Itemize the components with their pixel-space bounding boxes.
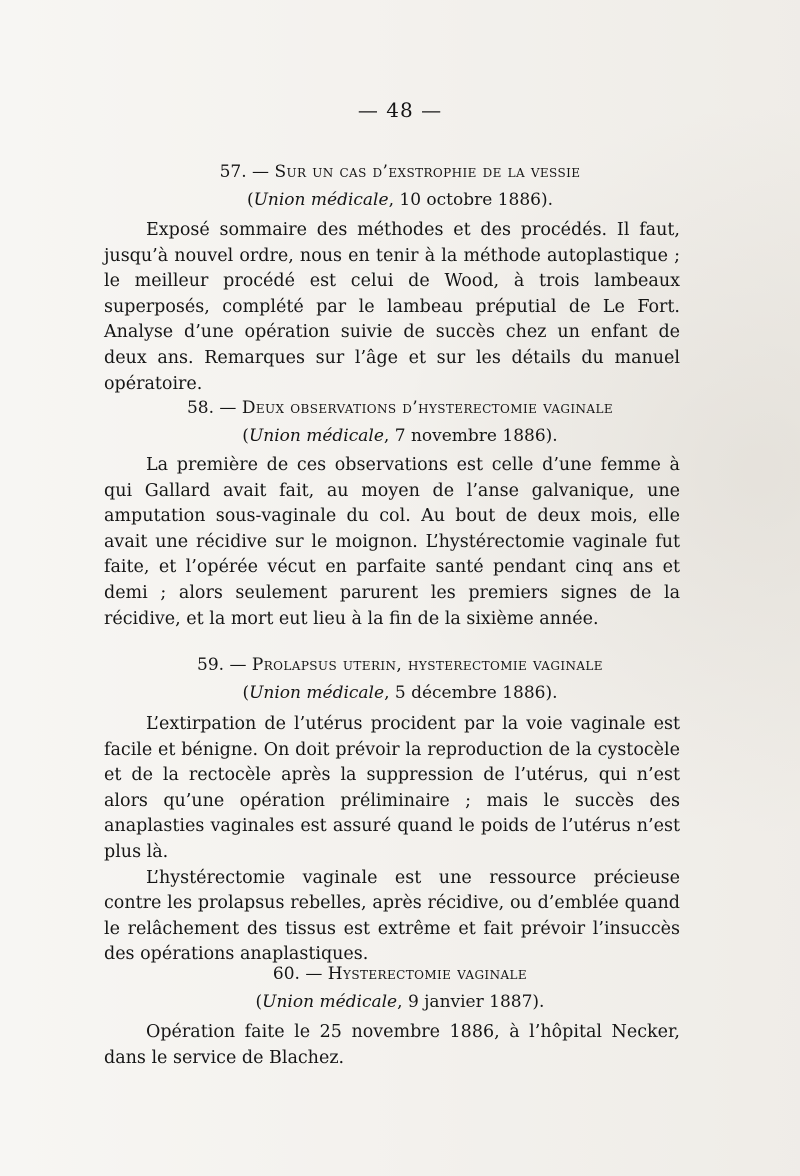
entry-heading <box>0 394 800 450</box>
entry-title: Deux observations d’hysterectomie vaginale <box>241 398 614 418</box>
entry-heading <box>0 651 800 707</box>
entry-dash: — <box>305 964 323 984</box>
entry-date: 7 novembre 1886 <box>394 426 546 446</box>
entry-paragraph: Exposé sommaire des méthodes et des procédés. Il faut, jusqu’à nouvel ordre, nous en tenir à la méthode autoplastique ; le meilleur procédé est celui de Wood, à trois lambeaux superposés, complété par le lambeau préputial de Le Fort. Analyse d’une opération suivie de succès chez un enfant de deux ans. Remarques sur l’âge et sur les détails du manuel opératoire. <box>104 220 680 394</box>
entry-paragraph: L’hystérectomie vaginale est une ressource précieuse contre les prolapsus rebelles, après récidive, ou d’emblée quand le relâchement des tissus est extrême et fait prévoir l’insuccès des opérations anaplastiques. <box>104 867 680 965</box>
entry-citation: (Union médicale, 10 octobre 1886). <box>246 190 554 210</box>
entry-title: Sur un cas d’exstrophie de la vessie <box>274 162 581 182</box>
entry-number: 60. <box>272 964 300 984</box>
entry-dash: — <box>219 398 237 418</box>
entry-date: 5 décembre 1886 <box>394 683 546 703</box>
entry-journal: Union médicale <box>248 426 384 446</box>
entry-body <box>104 453 680 632</box>
entry-citation: (Union médicale, 7 novembre 1886). <box>242 426 558 446</box>
entry-heading <box>0 158 800 214</box>
entry-journal: Union médicale <box>262 992 398 1012</box>
entry-dash: — <box>252 162 270 182</box>
entry-number: 58. <box>186 398 214 418</box>
entry-number: 57. <box>219 162 247 182</box>
entry-paragraph: L’extirpation de l’utérus procident par la voie vaginale est facile et bénigne. On doit prévoir la reproduction de la cystocèle et de la rectocèle après la suppression de l’utérus, qui n’est alors qu’une opération préliminaire ; mais le succès des anaplasties vaginales est assuré quand le poids de l’utérus n’est plus là. <box>104 714 680 862</box>
entry-title: Hysterectomie vaginale <box>327 964 528 984</box>
entry-journal: Union médicale <box>249 683 385 703</box>
entry-title: Prolapsus uterin, hysterectomie vaginale <box>251 655 603 675</box>
entry-heading <box>0 960 800 1016</box>
entry-citation: (Union médicale, 9 janvier 1887). <box>255 992 545 1012</box>
entry-dash: — <box>229 655 247 675</box>
entry-body <box>104 218 680 397</box>
entry-date: 10 octobre 1886 <box>399 190 541 210</box>
page-number: — 48 — <box>357 98 443 122</box>
entry-body <box>104 1020 680 1071</box>
entry-journal: Union médicale <box>253 190 389 210</box>
entry-paragraph: Opération faite le 25 novembre 1886, à l’hôpital Necker, dans le service de Blachez. <box>104 1022 680 1068</box>
entry-title-line <box>0 960 800 988</box>
entry-number: 59. <box>197 655 225 675</box>
entry-paragraph: La première de ces observations est celle d’une femme à qui Gallard avait fait, au moyen de l’anse galvanique, une amputation sous-vaginale du col. Au bout de deux mois, elle avait une récidive sur le moignon. L’hystérectomie vaginale fut faite, et l’opérée vécut en parfaite santé pendant cinq ans et demi ; alors seulement parurent les premiers signes de la récidive, et la mort eut lieu à la fin de la sixième année. <box>104 455 680 629</box>
entry-citation: (Union médicale, 5 décembre 1886). <box>242 683 558 703</box>
entry-date: 9 janvier 1887 <box>407 992 533 1012</box>
entry-title-line <box>0 651 800 679</box>
entry-title-line <box>0 158 800 186</box>
entry-title-line <box>0 394 800 422</box>
entry-body <box>104 712 680 968</box>
